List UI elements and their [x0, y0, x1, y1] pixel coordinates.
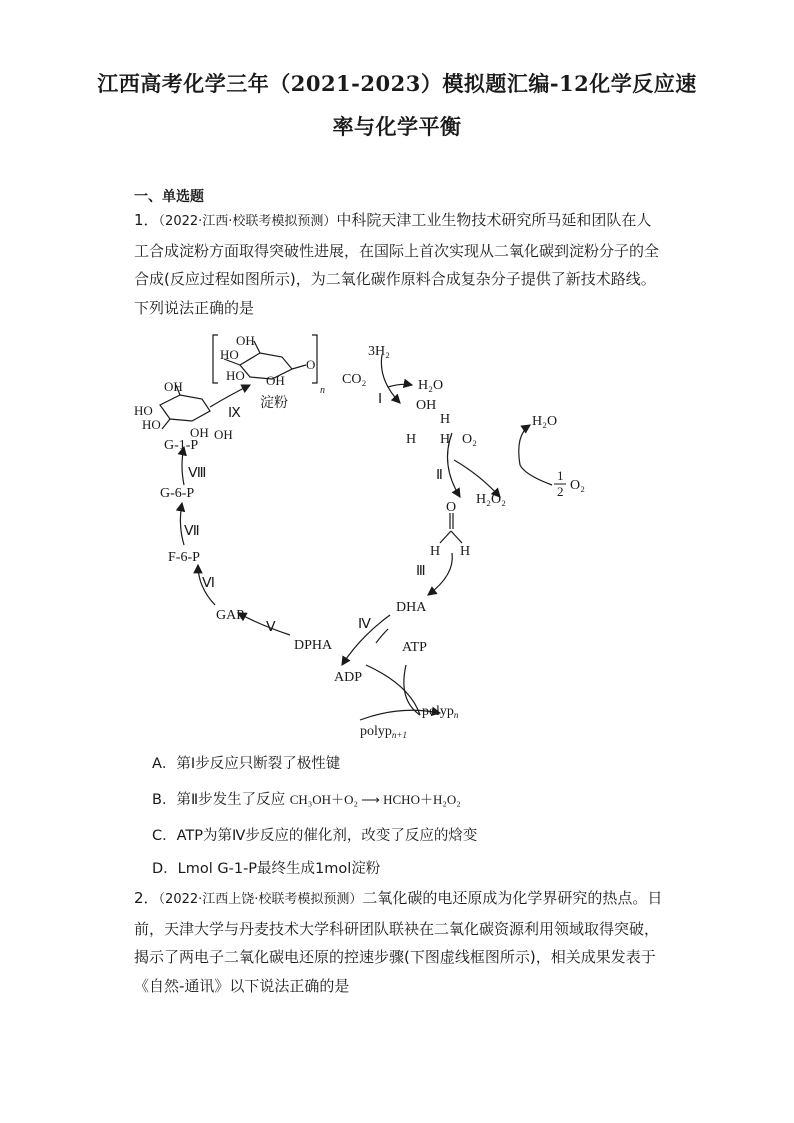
h2o-label-2: H₂O: [532, 414, 558, 429]
step-i-label: Ⅰ: [378, 392, 383, 407]
dha-label: DHA: [396, 600, 427, 615]
o2-label: O₂: [462, 432, 477, 447]
dpha-label: DPHA: [294, 638, 333, 653]
step-iii-label: Ⅲ: [416, 564, 426, 579]
option-b-prefix: B．第Ⅱ步发生了反应: [152, 792, 286, 808]
starch-oh-label-2: OH: [266, 373, 285, 388]
question-2-number: 2．: [134, 889, 159, 907]
polyp-n-label: polyp$_n$: [422, 704, 459, 720]
step-viii-label: Ⅷ: [188, 466, 207, 481]
co2-label: CO₂: [342, 372, 367, 387]
starch-n-subscript: n: [320, 385, 325, 396]
glucose-ho-label-2: HO: [142, 417, 161, 432]
methanol-h-label-3: H: [440, 432, 451, 447]
step-ix-label: Ⅸ: [228, 406, 241, 421]
starch-bracket-left: [213, 335, 218, 383]
step-iv-label: Ⅳ: [358, 617, 371, 632]
glucose-oh-label-1: OH: [164, 379, 183, 394]
question-1: [134, 206, 664, 322]
methanol-oh-label: OH: [416, 398, 437, 413]
question-2-source: （2022·江西上饶·校联考模拟预测）: [158, 892, 363, 907]
glucose-oh-label-3: OH: [214, 427, 233, 442]
glucose-oh-label-2: OH: [190, 425, 209, 440]
half-numerator: 1: [557, 468, 564, 483]
step-ii-label: Ⅱ: [436, 468, 443, 483]
starch-ho-label-2: HO: [226, 368, 245, 383]
step-vii-label: Ⅶ: [184, 524, 200, 539]
starch-oh-label: OH: [236, 333, 255, 348]
glucose-ring: [160, 395, 210, 421]
question-1-option-d: D．Lmol G-1-P最终生成1mol淀粉: [152, 861, 381, 877]
atp-adp-arc: [404, 665, 420, 715]
step-i-arrow: [381, 355, 400, 403]
formaldehyde-h-right: H: [460, 544, 471, 559]
question-1-text: 中科院天津工业生物技术研究所马延和团队在人工合成淀粉方面取得突破性进展，在国际上首次实现从二氧化碳到淀粉分子的全合成(反应过程如图所示)，为二氧化碳作原料合成复杂分子提供了新技术路线。下列说法正确的是: [134, 211, 660, 317]
question-1-option-b: [152, 788, 461, 809]
question-1-option-a: A．第Ⅰ步反应只断裂了极性键: [152, 756, 341, 772]
option-b-equation: CH₃OH＋O₂ ⟶ HCHO＋H₂O₂: [289, 792, 461, 807]
question-1-number: 1．: [134, 211, 159, 229]
page-title-line-1: 江西高考化学三年（2021-2023）模拟题汇编-12化学反应速: [97, 71, 697, 96]
reaction-pathway-diagram: [120, 325, 620, 745]
methanol-h-label-2: H: [406, 432, 417, 447]
step-v-label: Ⅴ: [266, 620, 276, 635]
g1p-label: G-1-P: [164, 438, 199, 453]
step-iii-arrow: [428, 553, 452, 595]
polyp-n1-label: polyp$_{n+1}$: [360, 724, 407, 740]
h2o2-label: H₂O₂: [476, 492, 506, 507]
step-v-arrow: [238, 613, 290, 635]
g6p-label: G-6-P: [160, 486, 195, 501]
starch-label: 淀粉: [260, 396, 288, 411]
h2-label: 3H₂: [368, 344, 390, 359]
h2o-label-1: H₂O: [418, 378, 444, 393]
f6p-label: F-6-P: [168, 550, 200, 565]
question-1-source: （2022·江西·校联考模拟预测）: [158, 214, 337, 229]
question-2-text: 二氧化碳的电还原成为化学界研究的热点。日前，天津大学与丹麦技术大学科研团队联袂在二氧化碳资源利用领域取得突破，揭示了两电子二氧化碳电还原的控速步骤(下图虚线框图所示)，相关成果发表于《自然-通讯》以下说法正确的是: [134, 889, 663, 995]
starch-o-label: O: [306, 357, 316, 372]
question-2: [134, 884, 664, 1000]
atp-label: ATP: [402, 640, 427, 655]
formaldehyde-h-left: H: [430, 544, 441, 559]
methanol-h-label-1: H: [440, 412, 451, 427]
formaldehyde-o-label: O: [446, 500, 457, 515]
step-vi-label: Ⅵ: [202, 576, 215, 591]
page-title-line-2: 率与化学平衡: [332, 114, 462, 139]
question-1-option-c: C．ATP为第Ⅳ步反应的催化剂，改变了反应的焓变: [152, 828, 478, 844]
step-ix-arrow: [210, 385, 250, 407]
starch-ho-label-1: HO: [220, 347, 239, 362]
adp-label: ADP: [334, 670, 363, 685]
section-heading: 一、单选题: [134, 189, 204, 205]
glucose-ho-label-1: HO: [134, 403, 153, 418]
gap-label: GAP: [216, 608, 245, 623]
half-o2-label: O₂: [570, 478, 585, 493]
h2o-arrow: [519, 425, 530, 465]
half-denominator: 2: [557, 484, 564, 499]
